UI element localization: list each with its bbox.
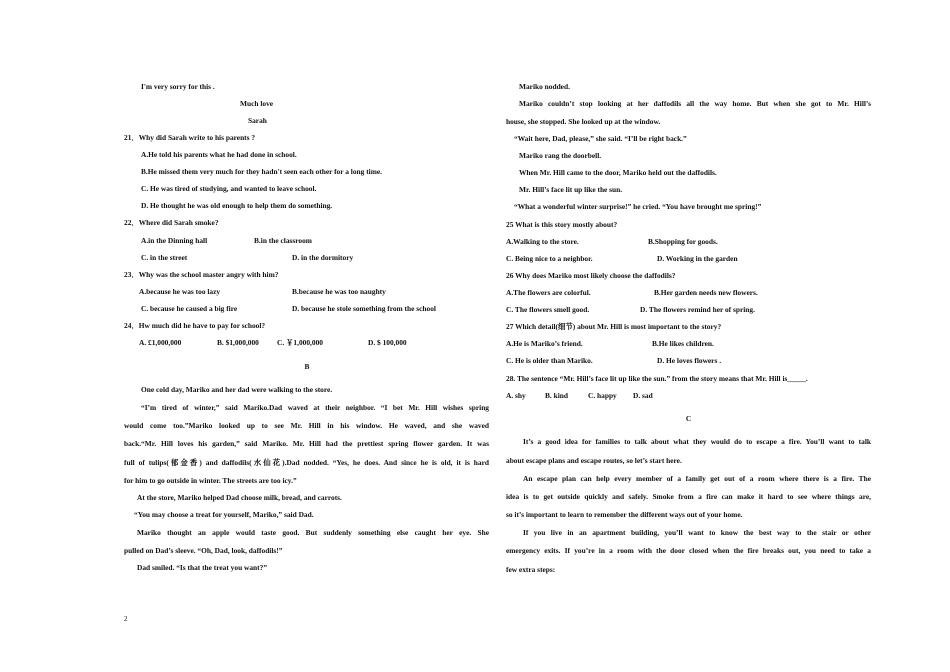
q21-option-d: D. He thought he was old enough to help them do something. bbox=[141, 201, 333, 210]
story-continued-line-4: “Wait here, Dad, please,” she said. “I’ll be right back.” bbox=[514, 134, 687, 143]
q26-option-a: A.The flowers are colorful. bbox=[506, 288, 591, 297]
q27-option-c: C. He is older than Mariko. bbox=[506, 356, 593, 365]
story-continued-line-6: When Mr. Hill came to the door, Mariko held out the daffodils. bbox=[519, 168, 717, 177]
q26-option-c: C. The flowers smell good. bbox=[506, 305, 590, 314]
question-28: 28. The sentence “Mr. Hill’s face lit up like the sun.” from the story means that Mr. Hill is_____. bbox=[506, 374, 808, 383]
story-line-6: for him to go outside in winter. The streets are too icy.” bbox=[124, 476, 297, 485]
q22-option-c: C. in the street bbox=[141, 253, 188, 262]
story-line-2: “I’m tired of winter,” said Mariko.Dad waved at their neighbor. “I bet Mr. Hill wishes spring bbox=[141, 403, 489, 412]
question-21: 21．Why did Sarah write to his parents ? bbox=[124, 133, 256, 142]
passage-line-6: If you live in an apartment building, you’ll want to know the best way to the stair or other bbox=[523, 528, 871, 537]
story-line-1: One cold day, Mariko and her dad were walking to the store. bbox=[141, 385, 333, 394]
letter-signature: Sarah bbox=[248, 116, 267, 125]
story-line-10: pulled on Dad’s sleeve. “Oh, Dad, look, daffodils!” bbox=[124, 546, 283, 555]
story-continued-line-2: Mariko couldn’t stop looking at her daffodils all the way home. But when she got to Mr. Hill’s bbox=[519, 99, 871, 108]
q23-option-d: D. because he stole something from the school bbox=[292, 304, 436, 313]
q24-option-d: D. $ 100,000 bbox=[368, 338, 407, 347]
story-continued-line-3: house, she stopped. She looked up at the window. bbox=[506, 117, 661, 126]
story-line-9: Mariko thought an apple would taste good. But suddenly something else caught her eye. She bbox=[137, 528, 489, 537]
story-line-5: full of tulips(郁金香) and daffodils(水仙花).Dad nodded. “Yes, he does. And since he is old, it is hard bbox=[124, 458, 489, 467]
q28-option-a: A. shy bbox=[506, 391, 526, 400]
passage-line-5: so it’s important to learn to remember the different ways out of your home. bbox=[506, 510, 743, 519]
q24-option-c: C. ￥1,000,000 bbox=[277, 338, 323, 347]
story-line-3: would come too.”Mariko looked up to see Mr. Hill in his window. He waved, and she waved bbox=[124, 421, 489, 430]
q22-option-a: A.in the Dinning hall bbox=[141, 236, 208, 245]
q21-option-b: B.He missed them very much for they hadn't seen each other for a long time. bbox=[141, 167, 382, 176]
story-continued-line-5: Mariko rang the doorbell. bbox=[519, 151, 602, 160]
question-25: 25 What is this story mostly about? bbox=[506, 220, 618, 229]
story-line-7: At the store, Mariko helped Dad choose milk, bread, and carrots. bbox=[137, 493, 342, 502]
q28-option-c: C. happy bbox=[588, 391, 617, 400]
q24-option-a: A. £1,000,000 bbox=[139, 338, 182, 347]
q28-option-d: D. sad bbox=[633, 391, 653, 400]
letter-closing: Much love bbox=[240, 99, 274, 108]
q25-option-a: A.Walking to the store. bbox=[506, 237, 579, 246]
q25-option-c: C. Being nice to a neighbor. bbox=[506, 254, 593, 263]
story-continued-line-1: Mariko nodded. bbox=[519, 82, 570, 91]
q23-option-c: C. because he caused a big fire bbox=[141, 304, 238, 313]
q22-option-d: D. in the dormitory bbox=[292, 253, 354, 262]
q26-option-b: B.Her garden needs new flowers. bbox=[654, 288, 758, 297]
story-continued-line-7: Mr. Hill’s face lit up like the sun. bbox=[519, 185, 623, 194]
passage-line-8: few extra steps: bbox=[506, 565, 556, 574]
q22-option-b: B.in the classroom bbox=[254, 236, 312, 245]
q27-option-a: A.He is Mariko’s friend. bbox=[506, 339, 583, 348]
passage-line-3: An escape plan can help every member of a family get out of a room where there is a fire. The bbox=[523, 474, 871, 483]
story-line-8: “You may choose a treat for yourself, Mariko,” said Dad. bbox=[134, 510, 314, 519]
passage-line-2: about escape plans and escape routes, so let’s start here. bbox=[506, 456, 682, 465]
section-c-heading: C bbox=[685, 414, 692, 423]
q25-option-d: D. Working in the garden bbox=[657, 254, 738, 263]
question-26: 26 Why does Mariko most likely choose the daffodils? bbox=[506, 271, 676, 280]
passage-line-4: idea is to get outside quickly and safely. Smoke from a fire can make it hard to see where things are, bbox=[506, 492, 871, 501]
page-number: 2 bbox=[124, 615, 128, 623]
passage-line-1: It’s a good idea for families to talk about what they would do to escape a fire. You’ll want to talk bbox=[523, 437, 871, 446]
q27-option-b: B.He likes children. bbox=[652, 339, 714, 348]
q26-option-d: D. The flowers remind her of spring. bbox=[640, 305, 755, 314]
section-b-heading: B bbox=[304, 362, 310, 371]
q28-option-b: B. kind bbox=[545, 391, 569, 400]
q27-option-d: D. He loves flowers . bbox=[657, 356, 722, 365]
q21-option-c: C. He was tired of studying, and wanted to leave school. bbox=[141, 184, 317, 193]
q23-option-b: B.because he was too naughty bbox=[292, 287, 386, 296]
story-line-4: back.“Mr. Hill loves his garden,” said Mariko. Mr. Hill had the prettiest spring flower garden. It was bbox=[124, 439, 489, 448]
story-continued-line-8: “What a wonderful winter surprise!” he cried. “You have brought me spring!” bbox=[514, 202, 762, 211]
story-line-11: Dad smiled. “Is that the treat you want?” bbox=[137, 563, 268, 572]
q23-option-a: A.because he was too lazy bbox=[139, 287, 221, 296]
question-24: 24．Hw much did he have to pay for school? bbox=[124, 321, 266, 330]
question-27: 27 Which detail(细节) about Mr. Hill is most important to the story? bbox=[506, 322, 722, 331]
q25-option-b: B.Shopping for goods. bbox=[648, 237, 718, 246]
question-23: 23．Why was the school master angry with him? bbox=[124, 270, 279, 279]
letter-apology: I'm very sorry for this . bbox=[141, 82, 215, 91]
q24-option-b: B. $1,000,000 bbox=[217, 338, 259, 347]
question-22: 22．Where did Sarah smoke? bbox=[124, 218, 219, 227]
passage-line-7: emergency exits. If you’re in a room with the door closed when the fire breaks out, you need to take a bbox=[506, 546, 871, 555]
q21-option-a: A.He told his parents what he had done in school. bbox=[141, 150, 297, 159]
